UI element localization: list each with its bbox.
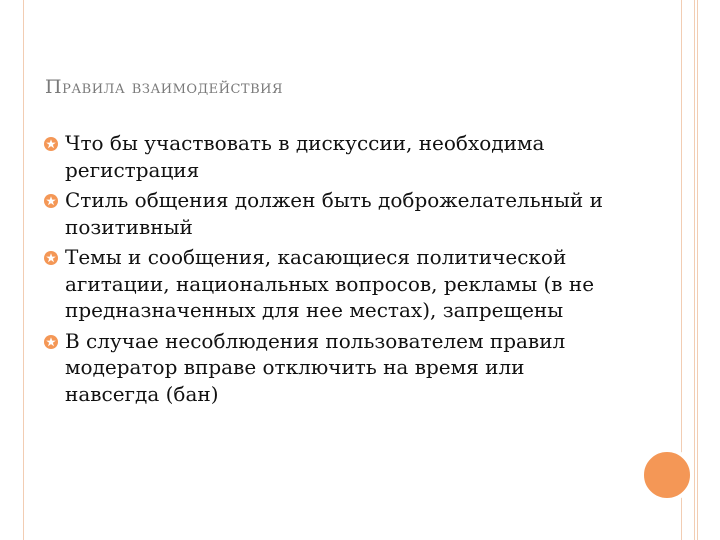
decorative-rule-right xyxy=(697,0,698,540)
bullet-list xyxy=(44,130,614,411)
bullet-text: В случае несоблюдения пользователем правил модератор вправе отключить на время или навсегда (бан) xyxy=(65,328,566,406)
bullet-text: Стиль общения должен быть доброжелательный и позитивный xyxy=(65,188,603,239)
slide-title: Правила взаимодействия xyxy=(45,76,283,98)
bullet-item xyxy=(44,130,614,183)
decorative-circle xyxy=(640,448,694,502)
bullet-item xyxy=(44,187,614,240)
bullet-item xyxy=(44,244,614,324)
star-circle-icon xyxy=(44,137,58,151)
star-circle-icon xyxy=(44,251,58,265)
bullet-text: Что бы участвовать в дискуссии, необходима регистрация xyxy=(65,131,545,182)
bullet-text: Темы и сообщения, касающиеся политической агитации, национальных вопросов, рекламы (в не предназначенных для нее местах), запрещены xyxy=(65,245,595,322)
star-circle-icon xyxy=(44,194,58,208)
star-circle-icon xyxy=(44,335,58,349)
bullet-item xyxy=(44,328,614,408)
